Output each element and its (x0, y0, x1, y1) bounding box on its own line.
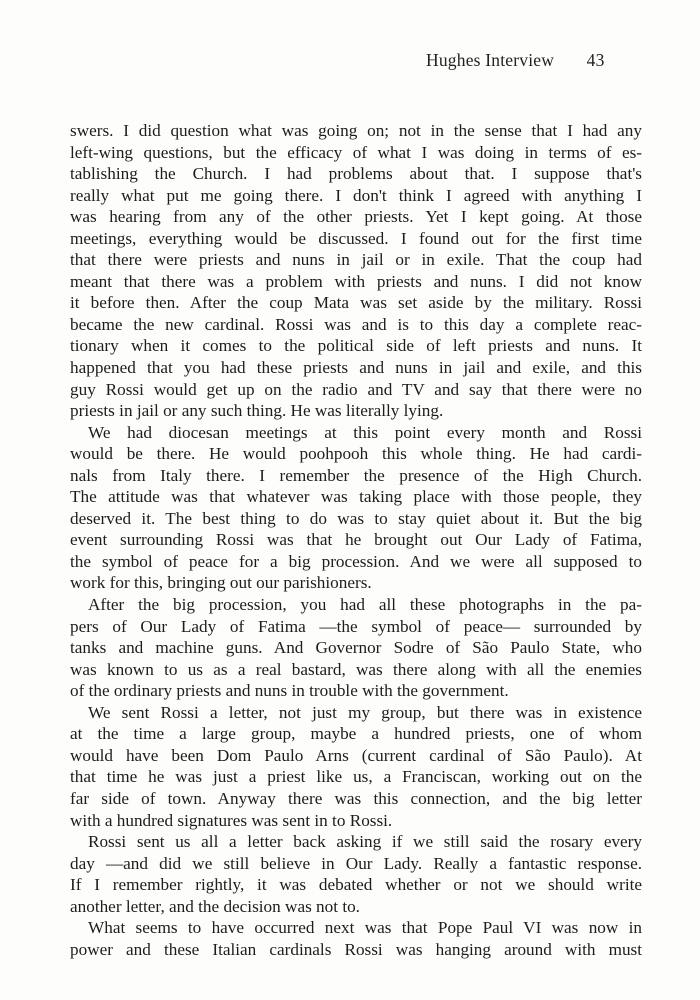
running-head (426, 50, 646, 71)
text-line: was known to us as a real bastard, was there along with all the enemies (70, 659, 642, 679)
text-line: pers of Our Lady of Fatima —the symbol of peace— surrounded by (70, 616, 642, 636)
text-line: After the big procession, you had all these photographs in the pa- (88, 595, 642, 615)
text-line: We had diocesan meetings at this point every month and Rossi (88, 422, 642, 442)
text-line: was hearing from any of the other priests. Yet I kept going. At those (70, 207, 642, 227)
text-line: at the time a large group, maybe a hundred priests, one of whom (70, 724, 642, 744)
text-line: What seems to have occurred next was that Pope Paul VI was now in (88, 918, 642, 938)
text-line: tionary when it comes to the political side of left priests and nuns. It (70, 336, 642, 356)
paragraph (70, 120, 642, 422)
text-line: far side of town. Anyway there was this connection, and the big letter (70, 788, 642, 808)
text-line: power and these Italian cardinals Rossi was hanging around with must (70, 939, 642, 959)
text-line: left-wing questions, but the efficacy of what I was doing in terms of es- (70, 142, 642, 162)
text-line: priests in jail or any such thing. He was literally lying. (70, 401, 444, 421)
text-line: with a hundred signatures was sent in to Rossi. (70, 810, 393, 830)
text-line: the symbol of peace for a big procession. And we were all supposed to (70, 551, 642, 571)
text-line: tanks and machine guns. And Governor Sodre of São Paulo State, who (70, 638, 642, 658)
text-line: If I remember rightly, it was debated whether or not we should write (70, 875, 642, 895)
text-line: would have been Dom Paulo Arns (current cardinal of São Paulo). At (70, 745, 642, 765)
text-line: The attitude was that whatever was taking place with those people, they (70, 487, 642, 507)
text-line: meetings, everything would be discussed. I found out for the first time (70, 228, 642, 248)
text-line: day —and did we still believe in Our Lady. Really a fantastic response. (70, 853, 642, 873)
paragraph (70, 702, 642, 831)
paragraph (70, 917, 642, 960)
text-line: deserved it. The best thing to do was to stay quiet about it. But the big (70, 508, 642, 528)
paragraph (70, 422, 642, 594)
text-line: happened that you had these priests and nuns in jail and exile, and this (70, 358, 642, 378)
text-line: would be there. He would poohpooh this whole thing. He had cardi- (70, 444, 642, 464)
text-line: Rossi sent us all a letter back asking if we still said the rosary every (88, 832, 642, 852)
text-line: really what put me going there. I don't think I agreed with anything I (70, 185, 642, 205)
text-line: it before then. After the coup Mata was set aside by the military. Rossi (70, 293, 642, 313)
text-line: event surrounding Rossi was that he brought out Our Lady of Fatima, (70, 530, 642, 550)
running-head-title: Hughes Interview (426, 50, 555, 70)
paragraph (70, 831, 642, 917)
text-line: guy Rossi would get up on the radio and TV and say that there were no (70, 379, 642, 399)
text-line: work for this, bringing out our parishioners. (70, 573, 372, 593)
text-line: swers. I did question what was going on; not in the sense that I had any (70, 121, 642, 140)
text-line: nals from Italy there. I remember the presence of the High Church. (70, 465, 642, 485)
text-line: that time he was just a priest like us, a Franciscan, working out on the (70, 767, 642, 787)
text-line: of the ordinary priests and nuns in trouble with the government. (70, 681, 509, 701)
text-line: meant that there was a problem with priests and nuns. I did not know (70, 271, 642, 291)
text-line: another letter, and the decision was not to. (70, 896, 360, 916)
text-line: became the new cardinal. Rossi was and is to this day a complete reac- (70, 314, 642, 334)
text-line: tablishing the Church. I had problems about that. I suppose that's (70, 164, 642, 184)
text-line: We sent Rossi a letter, not just my group, but there was in existence (88, 702, 642, 722)
text-line: that there were priests and nuns in jail or in exile. That the coup had (70, 250, 642, 270)
page-number: 43 (586, 50, 605, 70)
paragraph (70, 594, 642, 702)
body-text (70, 120, 642, 960)
